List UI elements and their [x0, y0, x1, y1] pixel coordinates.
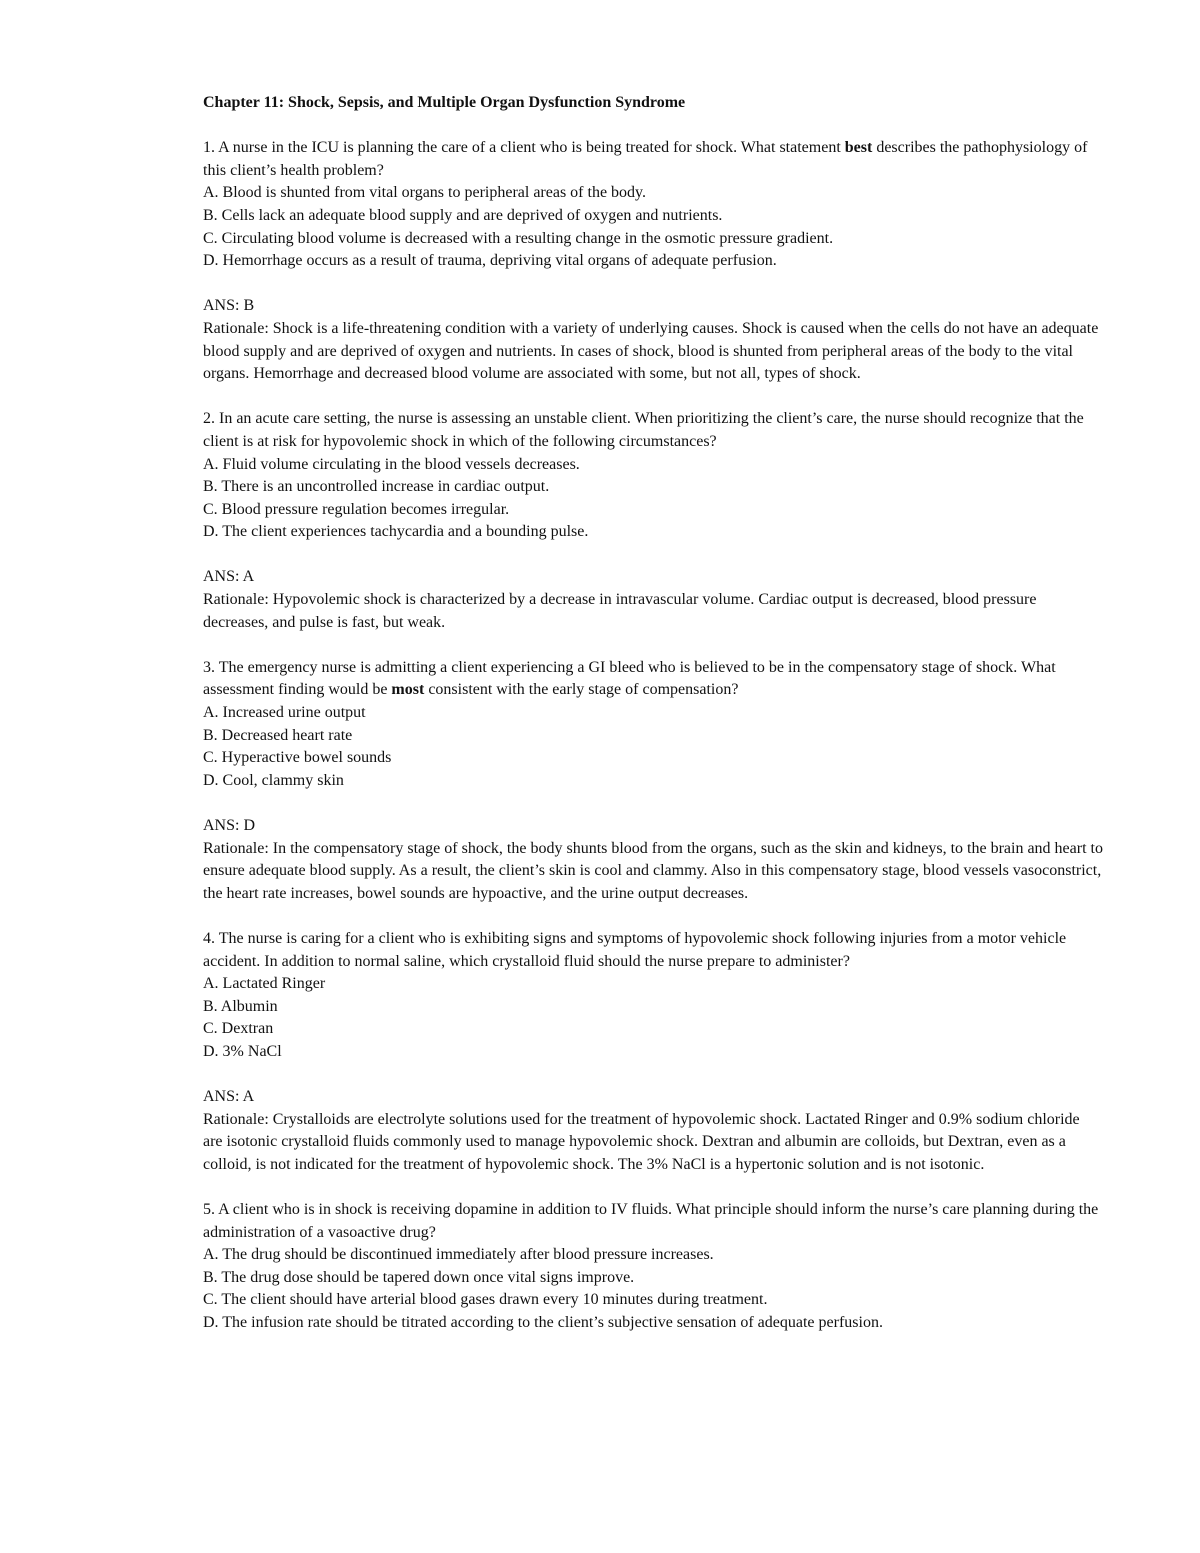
chapter-title: Chapter 11: Shock, Sepsis, and Multiple Organ Dysfunction Syndrome — [203, 94, 686, 111]
answer-option: D. The client experiences tachycardia and a bounding pulse. — [203, 523, 589, 541]
rationale-text: Rationale: In the compensatory stage of shock, the body shunts blood from the organs, such as the skin and kidneys, to the brain and heart to ensure adequate blood supply. As a result, the client’s skin is cool and clammy. Also in this compensatory stage, blood vessels vasoconstrict, the heart rate increases, bowel sounds are hypoactive, and the urine output decreases. — [203, 839, 1103, 902]
answer-option: B. Decreased heart rate — [203, 726, 353, 744]
answer-key: ANS: A — [203, 568, 255, 586]
rationale-text: Rationale: Hypovolemic shock is characterized by a decrease in intravascular volume. Cardiac output is decreased, blood pressure decreases, and pulse is fast, but weak. — [203, 591, 1037, 631]
question-list — [203, 137, 1103, 1334]
answer-option: D. The infusion rate should be titrated according to the client’s subjective sensation of adequate perfusion. — [203, 1314, 883, 1332]
question-stem-text: describes the pathophysiology of this client’s health problem? — [203, 139, 1088, 179]
answer-option: C. Hyperactive bowel sounds — [203, 749, 392, 767]
answer-option: B. Albumin — [203, 997, 278, 1015]
question-stem — [203, 657, 1103, 702]
question-stem-text: 5. A client who is in shock is receiving dopamine in addition to IV fluids. What principle should inform the nurse’s care planning during the administration of a vasoactive drug? — [203, 1201, 1099, 1241]
question-stem — [203, 928, 1103, 973]
answer-block — [203, 1086, 1103, 1176]
question-stem-emphasis: most — [391, 681, 425, 699]
rationale-text: Rationale: Shock is a life-threatening condition with a variety of underlying causes. Shock is caused when the cells do not have an adequate blood supply and are deprived of oxygen and nutrients. In cases of shock, blood is shunted from peripheral areas of the body to the vital organs. Hemorrhage and decreased blood volume are associated with some, but not all, types of shock. — [203, 319, 1099, 383]
question-5 — [203, 1199, 1103, 1335]
question-stem-text: 1. A nurse in the ICU is planning the care of a client who is being treated for shock. What statement — [203, 139, 845, 157]
question-stem — [203, 408, 1103, 453]
answer-option: B. Cells lack an adequate blood supply and are deprived of oxygen and nutrients. — [203, 206, 723, 224]
answer-key: ANS: B — [203, 297, 255, 315]
question-stem-text: 2. In an acute care setting, the nurse is assessing an unstable client. When prioritizing the client’s care, the nurse should recognize that the client is at risk for hypovolemic shock in which of the following circumstances? — [203, 410, 1084, 450]
document-page — [203, 92, 1103, 1335]
question-stem-emphasis: best — [844, 139, 873, 157]
question-3 — [203, 657, 1103, 906]
answer-option: B. The drug dose should be tapered down once vital signs improve. — [203, 1268, 635, 1286]
answer-block — [203, 566, 1103, 634]
question-4 — [203, 928, 1103, 1177]
answer-option: C. Blood pressure regulation becomes irregular. — [203, 500, 510, 518]
answer-block — [203, 295, 1103, 385]
question-stem-text: 4. The nurse is caring for a client who is exhibiting signs and symptoms of hypovolemic shock following injuries from a motor vehicle accident. In addition to normal saline, which crystalloid fluid should the nurse prepare to administer? — [203, 929, 1067, 970]
question-stem-text: 3. The emergency nurse is admitting a client experiencing a GI bleed who is believed to be in the compensatory stage of shock. What assessment finding would be — [203, 658, 1056, 699]
answer-option: A. Fluid volume circulating in the blood vessels decreases. — [203, 455, 580, 473]
question-stem — [203, 137, 1103, 182]
answer-option: C. Circulating blood volume is decreased with a resulting change in the osmotic pressure gradient. — [203, 229, 834, 247]
answer-option: D. Cool, clammy skin — [203, 771, 344, 789]
answer-key: ANS: D — [203, 817, 256, 834]
question-stem-text: consistent with the early stage of compensation? — [424, 681, 739, 699]
answer-option: A. Increased urine output — [203, 704, 366, 722]
answer-option: C. The client should have arterial blood gases drawn every 10 minutes during treatment. — [203, 1291, 768, 1309]
question-1 — [203, 137, 1103, 386]
answer-option: C. Dextran — [203, 1020, 274, 1038]
answer-option: A. The drug should be discontinued immediately after blood pressure increases. — [203, 1246, 714, 1264]
answer-option: A. Lactated Ringer — [203, 975, 326, 993]
rationale-text: Rationale: Crystalloids are electrolyte solutions used for the treatment of hypovolemic shock. Lactated Ringer and 0.9% sodium chloride are isotonic crystalloid fluids commonly used to manage hypovolemic shock. Dextran and albumin are colloids, but Dextran, even as a colloid, is not indicated for the treatment of hypovolemic shock. The 3% NaCl is a hypertonic solution and is not isotonic. — [203, 1110, 1080, 1173]
answer-option: D. 3% NaCl — [203, 1042, 282, 1060]
answer-option: D. Hemorrhage occurs as a result of trauma, depriving vital organs of adequate perfusion. — [203, 252, 777, 270]
answer-option: B. There is an uncontrolled increase in cardiac output. — [203, 478, 550, 496]
answer-block — [203, 815, 1103, 905]
question-stem — [203, 1199, 1103, 1244]
question-2 — [203, 408, 1103, 634]
answer-key: ANS: A — [203, 1088, 255, 1106]
answer-option: A. Blood is shunted from vital organs to peripheral areas of the body. — [203, 184, 647, 202]
